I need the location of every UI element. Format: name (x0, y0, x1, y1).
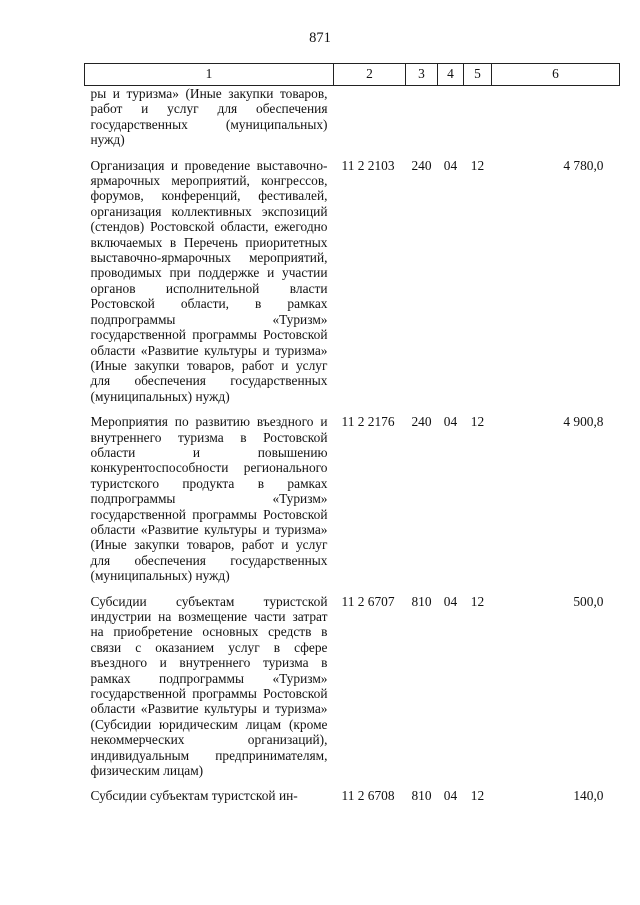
row-name: ры и туризма» (Иные закупки товаров, работ и услуг для обеспечения государственных (муниципальных) нужд) (90, 86, 328, 148)
row-name: Субсидии субъектам туристской ин- (90, 788, 298, 804)
row-amount (492, 86, 620, 148)
table-header (85, 64, 620, 86)
row-amount: 500,0 (573, 593, 604, 609)
row-subsection: 12 (470, 157, 485, 173)
table-body (85, 86, 620, 804)
row-code: 11 2 2103 (341, 157, 395, 173)
row-code: 11 2 2176 (341, 414, 395, 430)
row-expense-type: 240 (411, 157, 432, 173)
table-row (85, 594, 620, 779)
header-col-6: 6 (492, 64, 620, 86)
row-section: 04 (443, 414, 458, 430)
row-code: 11 2 6708 (341, 788, 395, 804)
table-row (85, 86, 620, 148)
row-gap (85, 148, 620, 158)
row-name: Субсидии субъектам туристской индустрии на возмещение части затрат на приобретение основных средств в связи с оказанием услуг в сфере въездного и внутреннего туризма в рамках подпрограммы «Туризм» государственной программы Ростовской области «Развитие культуры и туризма» (Субсидии юридическим лицам (кроме некоммерческих организаций), индивидуальным предпринимателям, физическим лицам) (90, 593, 328, 779)
table-row (85, 788, 620, 803)
row-amount: 140,0 (573, 788, 604, 804)
row-section: 04 (443, 593, 458, 609)
budget-table (84, 63, 620, 804)
row-code (334, 86, 406, 148)
row-expense-type: 240 (411, 414, 432, 430)
header-col-4: 4 (438, 64, 464, 86)
row-amount: 4 900,8 (563, 414, 604, 430)
row-subsection: 12 (470, 414, 485, 430)
row-name: Мероприятия по развитию въездного и внутреннего туризма в Ростовской области и повышению конкурентоспособности регионального туристского продукта в рамках подпрограммы «Туризм» государственной программы Ростовской области «Развитие культуры и туризма» (Иные закупки товаров, работ и услуг для обеспечения государственных (муниципальных) нужд) (90, 414, 328, 584)
header-col-5: 5 (464, 64, 492, 86)
row-gap (85, 778, 620, 788)
row-gap (85, 584, 620, 594)
row-section: 04 (443, 157, 458, 173)
row-expense-type: 810 (411, 593, 432, 609)
row-name: Организация и проведение выставочно-ярмарочных мероприятий, конгрессов, форумов, конференций, фестивалей, организация коллективных экспозиций (стендов) Ростовской области, ежегодно включаемых в Перечень приоритетных выставочно-ярмарочных мероприятий, проводимых при поддержке и участии органов исполнительной власти Ростовской области, в рамках подпрограммы «Туризм» государственной программы Ростовской области «Развитие культуры и туризма» (Иные закупки товаров, работ и услуг для обеспечения государственных (муниципальных) нужд) (90, 157, 328, 404)
table-row (85, 158, 620, 405)
row-expense-type: 810 (411, 788, 432, 804)
header-row (85, 64, 620, 86)
row-section (438, 86, 464, 148)
row-expense-type (406, 86, 438, 148)
table-row (85, 414, 620, 583)
row-code: 11 2 6707 (341, 593, 395, 609)
row-gap (85, 404, 620, 414)
row-subsection: 12 (470, 593, 485, 609)
row-section: 04 (443, 788, 458, 804)
row-amount: 4 780,0 (563, 157, 604, 173)
header-col-2: 2 (334, 64, 406, 86)
header-col-3: 3 (406, 64, 438, 86)
row-subsection: 12 (470, 788, 485, 804)
page-number: 871 (309, 30, 331, 46)
row-subsection (464, 86, 492, 148)
header-col-1: 1 (85, 64, 334, 86)
